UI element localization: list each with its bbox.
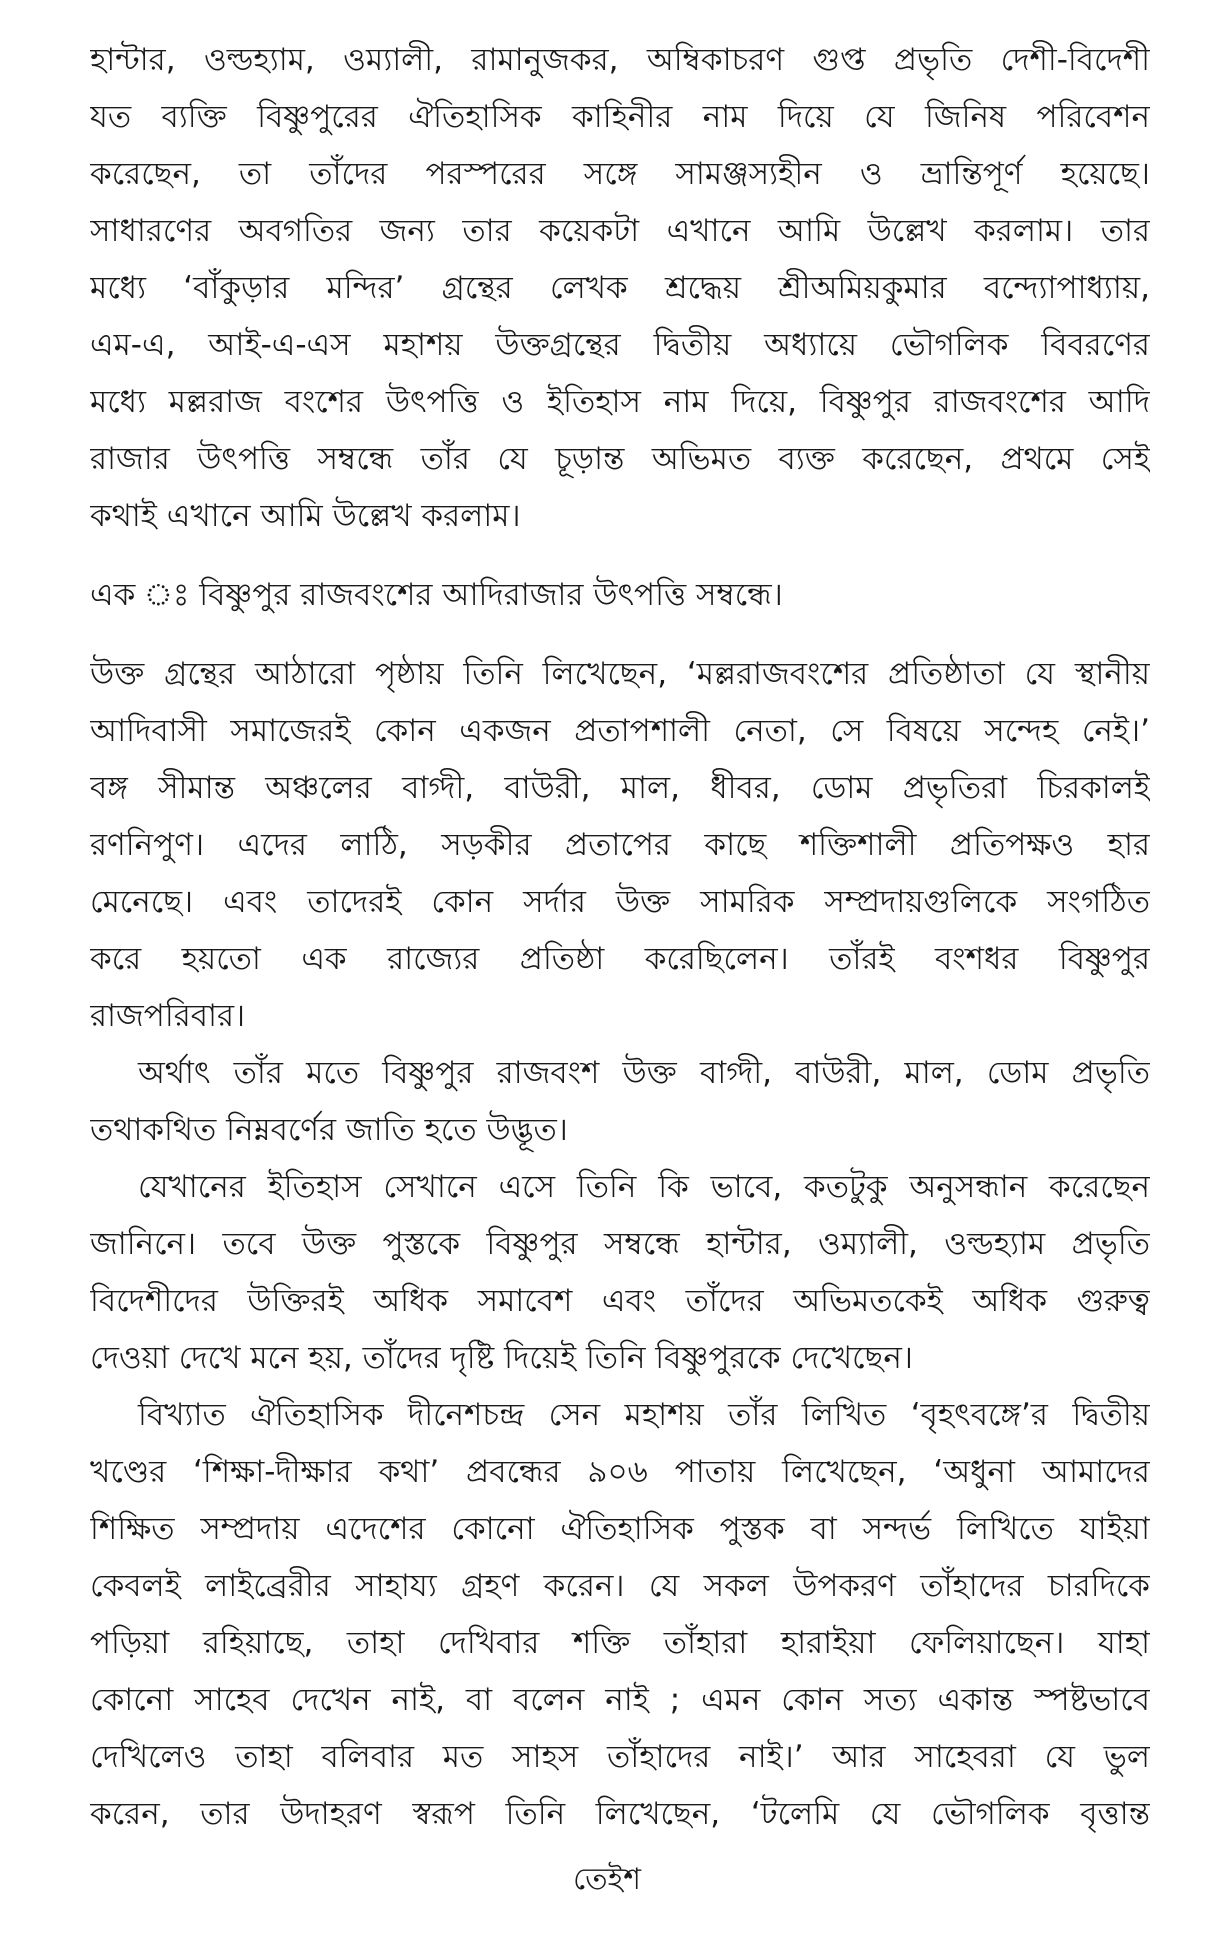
paragraph xyxy=(90,32,1150,545)
text-line: কোনো সাহেব দেখেন নাই, বা বলেন নাই ; এমন কোন সত্য একান্ত স্পষ্টভাবে xyxy=(90,1682,1150,1718)
text-line: পড়িয়া রহিয়াছে, তাহা দেখিবার শক্তি তাঁহারা হারাইয়া ফেলিয়াছেন। যাহা xyxy=(90,1625,1150,1661)
text-line: আদিবাসী সমাজেরই কোন একজন প্রতাপশালী নেতা, সে বিষয়ে সন্দেহ নেই।’ xyxy=(90,713,1150,749)
text-line: দেওয়া দেখে মনে হয়, তাঁদের দৃষ্টি দিয়েই তিনি বিষ্ণুপুরকে দেখেছেন। xyxy=(90,1340,913,1376)
text-line: করেছেন, তা তাঁদের পরস্পরের সঙ্গে সামঞ্জস্যহীন ও ভ্রান্তিপূর্ণ হয়েছে। xyxy=(90,156,1150,192)
text-line: রাজপরিবার। xyxy=(90,998,246,1034)
text-line: দেখিলেও তাহা বলিবার মত সাহস তাঁহাদের নাই।’ আর সাহেবরা যে ভুল xyxy=(90,1739,1150,1775)
text-line: যত ব্যক্তি বিষ্ণুপুরের ঐতিহাসিক কাহিনীর নাম দিয়ে যে জিনিষ পরিবেশন xyxy=(90,99,1150,135)
text-line: সাধারণের অবগতির জন্য তার কয়েকটা এখানে আমি উল্লেখ করলাম। তার xyxy=(90,213,1150,249)
text-line: রণনিপুণ। এদের লাঠি, সড়কীর প্রতাপের কাছে শক্তিশালী প্রতিপক্ষও হার xyxy=(90,827,1150,863)
text-line: তথাকথিত নিম্নবর্ণের জাতি হতে উদ্ভূত। xyxy=(90,1112,568,1148)
text-line: অর্থাৎ তাঁর মতে বিষ্ণুপুর রাজবংশ উক্ত বাগ্দী, বাউরী, মাল, ডোম প্রভৃতি xyxy=(138,1055,1150,1091)
text-line: শিক্ষিত সম্প্রদায় এদেশের কোনো ঐতিহাসিক পুস্তক বা সন্দর্ভ লিখিতে যাইয়া xyxy=(90,1511,1150,1547)
paragraph xyxy=(90,1045,1150,1159)
text-line: মধ্যে ‘বাঁকুড়ার মন্দির’ গ্রন্থের লেখক শ্রদ্ধেয় শ্রীঅমিয়কুমার বন্দ্যোপাধ্যায়, xyxy=(90,270,1150,306)
text-line: হান্টার, ওল্ডহ্যাম, ওম্যালী, রামানুজকর, অম্বিকাচরণ গুপ্ত প্রভৃতি দেশী-বিদেশী xyxy=(90,42,1150,78)
text-line: এম-এ, আই-এ-এস মহাশয় উক্তগ্রন্থের দ্বিতীয় অধ্যায়ে ভৌগলিক বিবরণের xyxy=(90,327,1150,363)
text-line: কথাই এখানে আমি উল্লেখ করলাম। xyxy=(90,498,521,534)
paragraph xyxy=(90,646,1150,1045)
body-text xyxy=(90,32,1150,1843)
text-line: করে হয়তো এক রাজ্যের প্রতিষ্ঠা করেছিলেন। তাঁরই বংশধর বিষ্ণুপুর xyxy=(90,941,1150,977)
text-line: কেবলই লাইব্রেরীর সাহায্য গ্রহণ করেন। যে সকল উপকরণ তাঁহাদের চারদিকে xyxy=(90,1568,1150,1604)
text-line: যেখানের ইতিহাস সেখানে এসে তিনি কি ভাবে, কতটুকু অনুসন্ধান করেছেন xyxy=(138,1169,1150,1205)
text-line: উক্ত গ্রন্থের আঠারো পৃষ্ঠায় তিনি লিখেছেন, ‘মল্লরাজবংশের প্রতিষ্ঠাতা যে স্থানীয় xyxy=(90,656,1150,692)
text-line: খণ্ডের ‘শিক্ষা-দীক্ষার কথা’ প্রবন্ধের ৯০৬ পাতায় লিখেছেন, ‘অধুনা আমাদের xyxy=(90,1454,1150,1490)
text-line: রাজার উৎপত্তি সম্বন্ধে তাঁর যে চূড়ান্ত অভিমত ব্যক্ত করেছেন, প্রথমে সেই xyxy=(90,441,1150,477)
text-line: বঙ্গ সীমান্ত অঞ্চলের বাগ্দী, বাউরী, মাল, ধীবর, ডোম প্রভৃতিরা চিরকালই xyxy=(90,770,1150,806)
text-line: জানিনে। তবে উক্ত পুস্তকে বিষ্ণুপুর সম্বন্ধে হান্টার, ওম্যালী, ওল্ডহ্যাম প্রভৃতি xyxy=(90,1226,1150,1262)
page-number: তেইশ xyxy=(572,1862,642,1897)
text-line: করেন, তার উদাহরণ স্বরূপ তিনি লিখেছেন, ‘টলেমি যে ভৌগলিক বৃত্তান্ত xyxy=(90,1796,1150,1832)
text-line: মেনেছে। এবং তাদেরই কোন সর্দার উক্ত সামরিক সম্প্রদায়গুলিকে সংগঠিত xyxy=(90,884,1150,920)
text-line: মধ্যে মল্লরাজ বংশের উৎপত্তি ও ইতিহাস নাম দিয়ে, বিষ্ণুপুর রাজবংশের আদি xyxy=(90,384,1150,420)
text-line: বিদেশীদের উক্তিরই অধিক সমাবেশ এবং তাঁদের অভিমতকেই অধিক গুরুত্ব xyxy=(90,1283,1150,1319)
section-heading xyxy=(90,567,1150,624)
paragraph xyxy=(90,1387,1150,1843)
text-line: এক ঃ বিষ্ণুপুর রাজবংশের আদিরাজার উৎপত্তি সম্বন্ধে। xyxy=(90,577,783,613)
paragraph xyxy=(90,1159,1150,1387)
text-line: বিখ্যাত ঐতিহাসিক দীনেশচন্দ্র সেন মহাশয় তাঁর লিখিত ‘বৃহৎবঙ্গে’র দ্বিতীয় xyxy=(138,1397,1150,1433)
